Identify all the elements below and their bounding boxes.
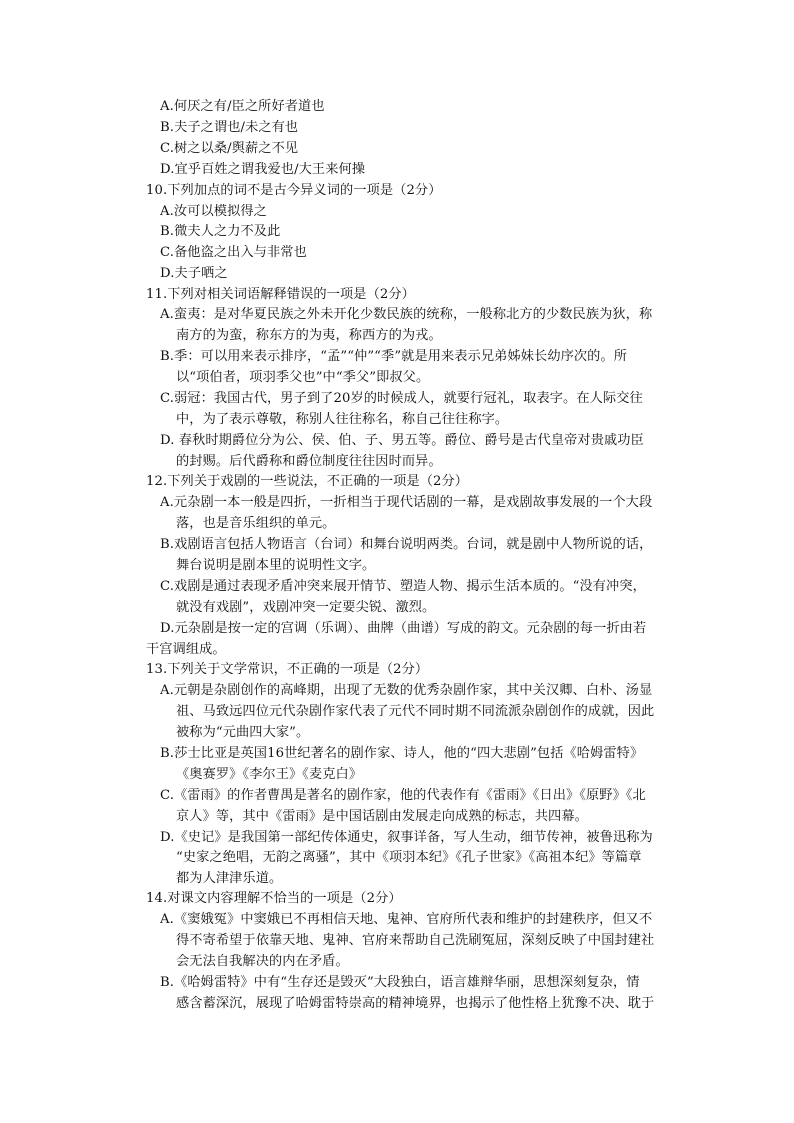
q14-option-a-cont: 得不寄希望于依靠天地、鬼神、官府来帮助自己洗刷冤屈，深刻反映了中国封建社 (176, 933, 655, 948)
q10-option-a: A.汝可以模拟得之 (160, 204, 267, 219)
q14-option-b: B.《哈姆雷特》中有“生存还是毁灭”大段独白，语言雄辩华丽，思想深刻复杂，情 (160, 975, 640, 990)
q10-option-d: D.夫子哂之 (160, 266, 228, 281)
q14-option-a-cont2: 会无法自我解决的内在矛盾。 (176, 954, 349, 969)
q13-option-b: B.莎士比亚是英国16世纪著名的剧作家、诗人，他的“四大悲剧”包括《哈姆雷特》 (160, 746, 644, 761)
q11-option-b: B.季：可以用来表示排序，“孟”“仲”“季”就是用来表示兄弟姊妹长幼序次的。所 (160, 349, 628, 364)
q9-option-d: D.宜乎百姓之谓我爱也/大王来何操 (160, 162, 366, 177)
q13-option-c-cont: 京人》等，其中《雷雨》是中国话剧由发展走向成熟的标志，共四幕。 (176, 809, 588, 824)
q10-option-c: C.备他盗之出入与非常也 (160, 245, 307, 260)
q11-option-d-cont: 的封赐。后代爵称和爵位制度往往因时而异。 (176, 454, 442, 469)
q11-option-a-cont: 南方的为蛮，称东方的为夷，称西方的为戎。 (176, 328, 442, 343)
q12-option-c-cont: 就没有戏剧”，戏剧冲突一定要尖锐、激烈。 (176, 600, 436, 615)
q12-option-c: C.戏剧是通过表现矛盾冲突来展开情节、塑造人物、揭示生活本质的。“没有冲突， (160, 579, 646, 594)
q14-option-b-cont: 感含蓄深沉，展现了哈姆雷特崇高的精神境界，也揭示了他性格上犹豫不决、耽于 (176, 996, 655, 1011)
q13-option-a: A.元朝是杂剧创作的高峰期，出现了无数的优秀杂剧作家，其中关汉卿、白朴、汤显 (160, 683, 653, 698)
q11-option-c: C.弱冠：我国古代，男子到了20岁的时候成人，就要行冠礼，取表字。在人际交往 (160, 391, 643, 406)
q11-option-b-cont: 以“项伯者，项羽季父也”中“季父”即叔父。 (176, 370, 430, 385)
question-14-stem: 14.对课文内容理解不恰当的一项是（2分） (146, 891, 402, 906)
q10-option-b: B.微夫人之力不及此 (160, 224, 281, 239)
question-13-stem: 13.下列关于文学常识，不正确的一项是（2分） (146, 662, 429, 677)
question-10-stem: 10.下列加点的词不是古今异义词的一项是（2分） (146, 183, 442, 198)
question-11-stem: 11.下列对相关词语解释错误的一项是（2分） (146, 287, 415, 302)
q13-option-a-cont2: 被称为“元曲四大家”。 (176, 725, 310, 740)
q13-option-d-cont: “史家之绝唱，无韵之离骚”，其中《项羽本纪》《孔子世家》《高祖本纪》等篇章 (176, 850, 642, 865)
q13-option-b-cont: 《奥赛罗》《李尔王》《麦克白》 (176, 767, 363, 782)
question-12-stem: 12.下列关于戏剧的一些说法，不正确的一项是（2分） (146, 474, 469, 489)
q14-option-a: A.《窦娥冤》中窦娥已不再相信天地、鬼神、官府所代表和维护的封建秩序，但又不 (160, 912, 653, 927)
q9-option-c: C.树之以桑/舆薪之不见 (160, 141, 299, 156)
q9-option-a: A.何厌之有/臣之所好者道也 (160, 99, 325, 114)
q11-option-c-cont: 中，为了表示尊敬，称别人往往称名，称自己往往称字。 (176, 412, 509, 427)
q13-option-a-cont: 祖、马致远四位元代杂剧作家代表了元代不同时期不同流派杂剧创作的成就，因此 (176, 704, 655, 719)
q13-option-c: C.《雷雨》的作者曹禺是著名的剧作家，他的代表作有《雷雨》《日出》《原野》《北 (160, 788, 646, 803)
q12-option-d: D.元杂剧是按一定的宫调（乐调）、曲牌（曲谱）写成的韵文。元杂剧的每一折由若 (160, 621, 647, 636)
q9-option-b: B.夫子之谓也/未之有也 (160, 120, 299, 135)
q11-option-d: D. 春秋时期爵位分为公、侯、伯、子、男五等。爵位、爵号是古代皇帝对贵戚功臣 (160, 433, 644, 448)
q12-option-a: A.元杂剧一本一般是四折，一折相当于现代话剧的一幕，是戏剧故事发展的一个大段 (160, 495, 653, 510)
q13-option-d-cont2: 都为人津津乐道。 (176, 871, 283, 886)
q13-option-d: D.《史记》是我国第一部纪传体通史，叙事详备，写人生动，细节传神，被鲁迅称为 (160, 830, 653, 845)
q12-option-a-cont: 落，也是音乐组织的单元。 (176, 516, 336, 531)
q12-option-d-cont: 干宫调组成。 (146, 642, 226, 657)
q12-option-b: B.戏剧语言包括人物语言（台词）和舞台说明两类。台词，就是剧中人物所说的话， (160, 537, 653, 552)
q11-option-a: A.蛮夷：是对华夏民族之外未开化少数民族的统称，一般称北方的少数民族为狄，称 (160, 307, 653, 322)
q12-option-b-cont: 舞台说明是剧本里的说明性文字。 (176, 558, 376, 573)
